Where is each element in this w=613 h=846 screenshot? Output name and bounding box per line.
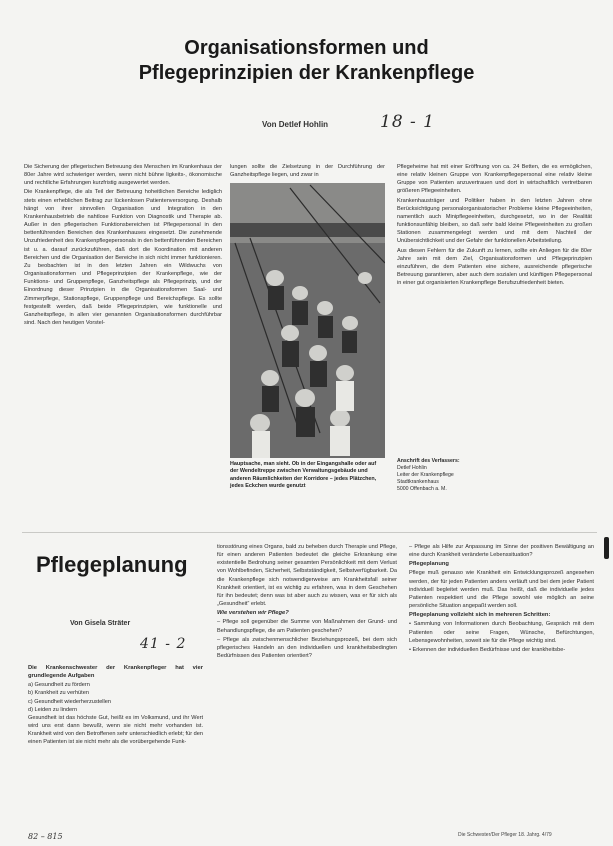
list-item: – Pflege soll gegenüber die Summe von Maßnahmen der Grund- und Behandlungspflege, die am Patienten geschehen?	[217, 619, 397, 634]
section-heading: Pflegeplanung	[409, 561, 449, 568]
photo-image	[230, 183, 385, 458]
address-line: Stadtkrankenhaus	[397, 479, 439, 485]
paragraph: Pflegeheime hat mit einer Eröffnung von ca. 24 Betten, die es ermöglichen, eine relativ kleinen Gruppe von Krankenpflegepersonal eine relativ kleine Gruppe von Patienten anzuvertrauen und dort in wirtschaftlich vertretbaren größeren Pflegeeinheiten.	[397, 164, 592, 195]
page-number-handwritten: 82 – 815	[28, 832, 63, 841]
article1-column-2	[230, 163, 385, 181]
article2-title: Pflegeplanung	[36, 552, 188, 577]
task-item: c) Gesundheit wiederherzustellen	[28, 698, 112, 705]
paragraph: – Pflege als Hilfe zur Anpassung im Sinne der positiven Bewältigung an eine durch Krankheit veränderte Lebenssituation?	[409, 544, 594, 559]
article1-title	[0, 36, 613, 86]
list-item: – Pflege als zwischenmenschlicher Beziehungsprozeß, bei dem sich pflegerisches Handeln an den individuellen und krankheitsbedingten Bedürfnissen des Patienten orientiert?	[217, 636, 397, 660]
task-item: b) Krankheit zu verhüten	[28, 690, 89, 697]
paragraph: Aus diesen Fehlern für die Zukunft zu lernen, sollte ein Anliegen für die 80er Jahre sein mit dem Ziel, Organisationsformen und Pflegeprinzipien einzuführen, die dem Patienten eine sichere, ausreichende pflegerische Betreuung garantieren, aber auch dem sozialen und künftigen Pflegepersonal in einer gut organisierten Krankenpflege Berufszufriedenheit bieten.	[397, 247, 592, 287]
photo-staircase-crowd	[230, 183, 385, 458]
article2-byline: Von Gisela Sträter	[70, 620, 131, 627]
page-edge-mark	[604, 537, 609, 559]
author-address	[397, 458, 587, 506]
paragraph: Die Krankenpflege, die als Teil der Betreuung hoheitlichen Bereiche lediglich stets einen erheblichen Beitrag zur lückenlosen Patientenversorgung. Deshalb hängt von ihrer sinnvollen Organisation und Integration in den Krankenhausbetrieb die nahtlose Funktion von Diagnostik und Therapie ab. Außer in den pflegerischen Funktionsbereichen ist Pflegepersonal in den bettenführenden Bereichen des Krankenhauses eingesetzt. Die zunehmende Unzufriedenheit des Krankenpflegepersonals in den bettenführenden Bereichen ist u. a. darauf zurückzuführen, daß dort die Koordination mit anderen Bereichen und die Organisation der Bereiche in sich nicht immer funktionieren. Zu beobachten ist in den letzten Jahren ein Wildwuchs von Organisationsformen und Pflegeprinzipien der Krankenpflege, wie der Funktions- und Gruppenpflege, Ganzheitspflege als Pflegeprinzip, und der Einordnung dieser Prinzipien in die Organisationsformen Saal- und Zimmerpflege, Stationspflege, Gruppenpflege und Bereichspflege. Es sollte festgestellt werden, daß beide Pflegeprinzipien, wie funktionelle und Ganzheitspflege, in allen vier genannten Organisationsformen durchführbar sind. Nach den heutigen Vorstel-	[24, 189, 222, 326]
address-line: 5000 Offenbach a. M.	[397, 486, 447, 492]
article1-byline: Von Detlef Hohlin	[262, 120, 329, 129]
article1-column-3	[397, 163, 592, 453]
article2-column-3	[409, 543, 594, 833]
task-item: d) Leiden zu lindern	[28, 706, 78, 713]
journal-footer: Die Schwester/Der Pfleger 18. Jahrg. 4/79	[458, 832, 552, 838]
section-heading: Pflegeplanung vollzieht sich in mehreren Schritten:	[409, 612, 551, 619]
paragraph: lungen sollte die Zielsetzung in der Durchführung der Ganzheitspflege liegen, und zwar in	[230, 164, 385, 179]
paragraph: Krankenhausträger und Politiker haben in den letzten Jahren ohne Berücksichtigung personalorganisatorischer Probleme kleine Pflegeeinheiten, namentlich auch Minipflegeeinheiten, durchgesetzt, wo in der Realität funktionsunfähig bleiben, so daß sehr bald kleine Pflegeeinheiten zu großen Stationen zusammengelegt werden und mit dem Nachteil der Unübersichtlichkeit und der Gefahr der funktionellen Arbeitsteilung.	[397, 197, 592, 245]
paragraph: Die Sicherung der pflegerischen Betreuung des Menschen im Krankenhaus der 80er Jahre wird schwieriger werden, wenn nicht bühne ligkeits-, ökonomische und rechtliche Erfahrungen kurzfristig ausgewertet werden.	[24, 164, 222, 187]
article1-column-1	[24, 163, 222, 523]
section-divider	[22, 532, 597, 533]
question-heading: Wie verstehen wir Pflege?	[217, 610, 289, 617]
article2-column-2	[217, 543, 397, 833]
article2-column-1	[28, 664, 203, 830]
section-heading: Die Krankenschwester der Krankenpfleger hat vier grundlegende Aufgaben	[28, 665, 203, 680]
list-item: • Erkennen der individuellen Bedürfnisse und der krankheitsbe-	[409, 646, 566, 653]
address-line: Leiter der Krankenpflege	[397, 472, 454, 478]
handwritten-note-1: 18 - 1	[380, 112, 435, 132]
photo-caption: Hauptsache, man sieht. Ob in der Eingangshalle oder auf der Wendeltreppe zwischen Verwaltungsgebäude und anderen Räumlichkeiten der Korridore – jedes Plätzchen, jedes Eckchen wurde genutzt	[230, 461, 377, 490]
paragraph: tionsstörung eines Organs, bald zu beheben durch Therapie und Pflege, für einen anderen Patienten bedeutet die gleiche Erkrankung eine existentielle Bedrohung seiner gesamten Persönlichkeit mit dem Verlust von Wohlbefinden, Sicherheit, Selbstständigkeit, Selbstverfügbarkeit. Da die Krankenpflege sich notwendigerweise am Krankheitsfall seiner Krankheit orientiert, ist es wichtig zu erfahren, was in dem Geschehen für ihn bedeutet; denn was ist aber auch zu wissen, was er für sich als „Gesundheit“ erlebt.	[217, 544, 397, 608]
address-line: Detlef Hohlin	[397, 465, 427, 471]
handwritten-note-2: 41 - 2	[140, 636, 187, 652]
title-line-1: Organisationsformen und	[184, 37, 429, 59]
list-item: • Sammlung von Informationen durch Beobachtung, Gespräch mit dem Patienten oder seine Fragen, Wünsche, Befürchtungen, Lebensgewohnheiten, soweit sie für die Pflege wichtig sind.	[409, 621, 594, 644]
task-item: a) Gesundheit zu fördern	[28, 682, 90, 689]
title-line-2: Pflegeprinzipien der Krankenpflege	[138, 62, 475, 84]
address-heading: Anschrift des Verfassers:	[397, 458, 460, 464]
paragraph: Pflege muß genauso wie Krankheit ein Entwicklungsprozeß angesehen werden, der für jeden Patienten anders verläuft und bei dem jeder Patient individuell begleitet werden muß. Das heißt, daß die individuelle jedes Patienten respektiert und die Pflege sowohl wie möglich an seine persönliche Situation angepaßt werden soll.	[409, 570, 594, 610]
paragraph: Gesundheit ist das höchste Gut, heißt es im Volksmund, und ihr Wert wird uns erst dann bewußt, wenn sie nicht mehr vorhanden ist. Krankheit wird von den Betroffenen sehr unterschiedlich erlebt; für den einen Patienten ist sie nicht mehr als die vorübergehende Funk-	[28, 714, 203, 746]
